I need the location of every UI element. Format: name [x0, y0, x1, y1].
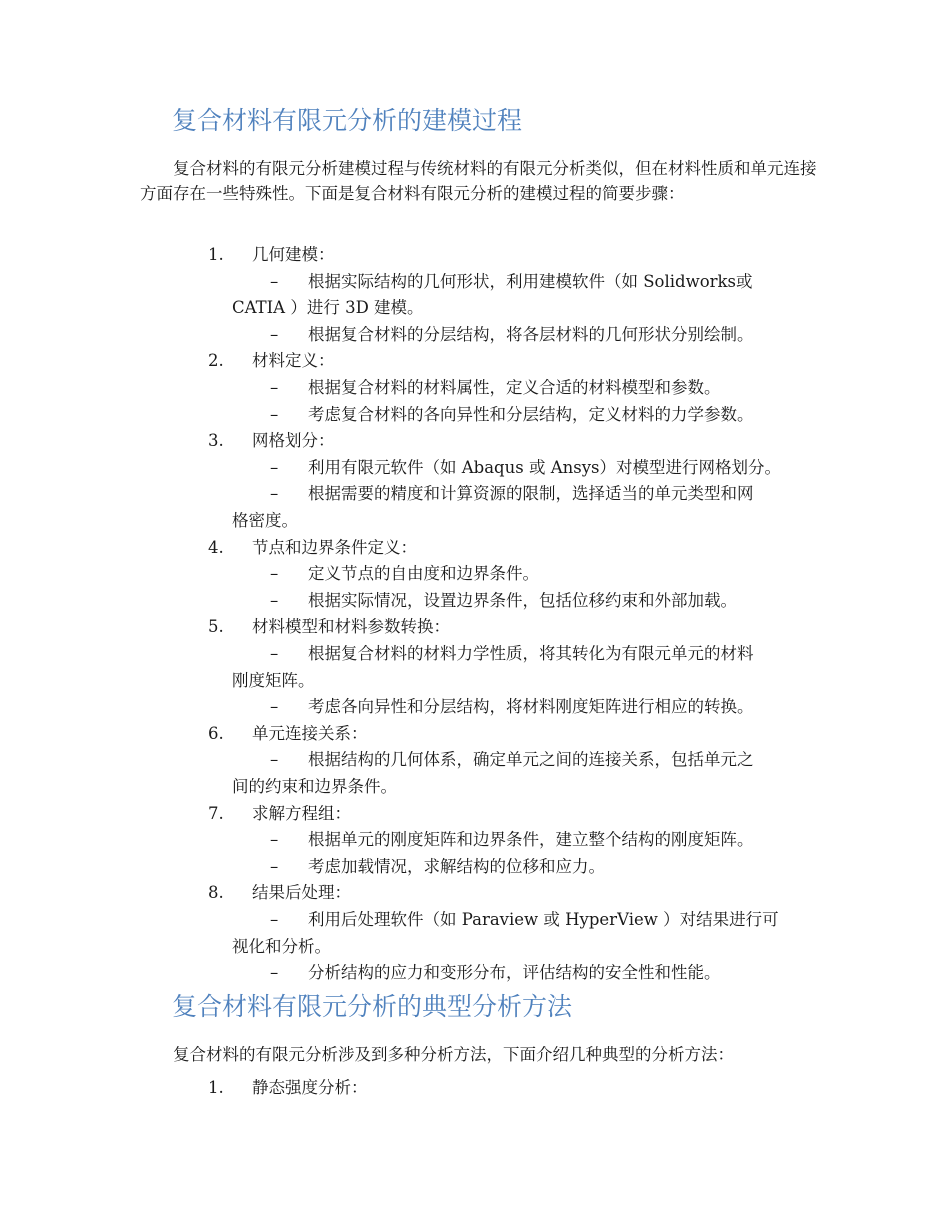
- bullet-text: 利用有限元软件（如 Abaqus 或 Ansys）对模型进行网格划分。: [308, 457, 782, 477]
- list-item-label: 网格划分：: [252, 431, 335, 451]
- bullet-text: 利用后处理软件（如 Paraview 或 HyperView ）对结果进行可: [308, 910, 779, 929]
- bullet-marker: –: [270, 564, 279, 584]
- bullet-text: 定义节点的自由度和边界条件。: [308, 564, 539, 584]
- list-item-number: 3.: [208, 431, 224, 451]
- bullet-text: 考虑加载情况，求解结构的位移和应力。: [308, 856, 605, 876]
- bullet-text: 根据需要的精度和计算资源的限制，选择适当的单元类型和网: [308, 484, 754, 504]
- list-item-label: 求解方程组：: [252, 803, 351, 823]
- bullet-text: 根据复合材料的分层结构，将各层材料的几何形状分别绘制。: [308, 324, 754, 344]
- list-item-label: 几何建模：: [252, 245, 335, 264]
- list-item-number: 1.: [208, 245, 224, 264]
- list-item-number: 2.: [208, 351, 224, 371]
- bullet-marker: –: [270, 590, 279, 610]
- bullet-marker: –: [270, 910, 279, 929]
- list-item-number: 1.: [208, 1078, 224, 1097]
- bullet-text: 根据实际情况，设置边界条件，包括位移约束和外部加载。: [308, 590, 737, 610]
- bullet-text-continuation: CATIA ）进行 3D 建模。: [232, 298, 424, 318]
- list-item-label: 材料定义：: [252, 351, 335, 371]
- bullet-text: 根据结构的几何体系，确定单元之间的连接关系，包括单元之: [308, 750, 754, 770]
- bullet-marker: –: [270, 750, 279, 770]
- bullet-marker: –: [270, 271, 279, 291]
- bullet-text: 根据实际结构的几何形状，利用建模软件（如 Solidworks或: [308, 271, 753, 291]
- list-item-number: 7.: [208, 803, 224, 823]
- bullet-marker: –: [270, 856, 279, 876]
- bullet-text: 根据单元的刚度矩阵和边界条件，建立整个结构的刚度矩阵。: [308, 830, 754, 850]
- bullet-marker: –: [270, 830, 279, 850]
- list-item-label: 静态强度分析：: [252, 1078, 368, 1097]
- bullet-text-continuation: 刚度矩阵。: [232, 670, 315, 690]
- list-item-number: 4.: [208, 537, 224, 557]
- bullet-marker: –: [270, 644, 279, 663]
- bullet-text: 考虑复合材料的各向异性和分层结构，定义材料的力学参数。: [308, 404, 754, 424]
- bullet-text-continuation: 间的约束和边界条件。: [232, 777, 397, 796]
- bullet-text-continuation: 视化和分析。: [232, 936, 331, 956]
- bullet-text: 考虑各向异性和分层结构，将材料刚度矩阵进行相应的转换。: [308, 697, 754, 717]
- section-heading-analysis-methods: 复合材料有限元分析的典型分析方法: [172, 992, 573, 1021]
- list-item-label: 单元连接关系：: [252, 723, 368, 743]
- bullet-marker: –: [270, 963, 279, 983]
- bullet-marker: –: [270, 457, 279, 477]
- bullet-marker: –: [270, 324, 279, 344]
- bullet-text-continuation: 格密度。: [232, 511, 298, 530]
- list-item-label: 节点和边界条件定义：: [252, 537, 417, 557]
- bullet-marker: –: [270, 484, 279, 504]
- intro-paragraph-modeling: 复合材料的有限元分析建模过程与传统材料的有限元分析类似，但在材料性质和单元连接方面存在一些特殊性。下面是复合材料有限元分析的建模过程的简要步骤：: [140, 159, 817, 203]
- bullet-marker: –: [270, 404, 279, 424]
- bullet-marker: –: [270, 697, 279, 717]
- bullet-text: 根据复合材料的材料属性，定义合适的材料模型和参数。: [308, 378, 721, 397]
- list-item-number: 6.: [208, 723, 224, 743]
- list-item-label: 材料模型和材料参数转换：: [252, 617, 450, 637]
- list-item-number: 5.: [208, 617, 224, 637]
- list-item-number: 8.: [208, 883, 224, 903]
- bullet-marker: –: [270, 378, 279, 397]
- bullet-text: 根据复合材料的材料力学性质，将其转化为有限元单元的材料: [308, 644, 754, 663]
- intro-paragraph-methods: 复合材料的有限元分析涉及到多种分析方法，下面介绍几种典型的分析方法：: [173, 1045, 734, 1064]
- bullet-text: 分析结构的应力和变形分布，评估结构的安全性和性能。: [308, 963, 721, 983]
- section-heading-modeling-process: 复合材料有限元分析的建模过程: [172, 106, 523, 135]
- list-item-label: 结果后处理：: [252, 883, 351, 903]
